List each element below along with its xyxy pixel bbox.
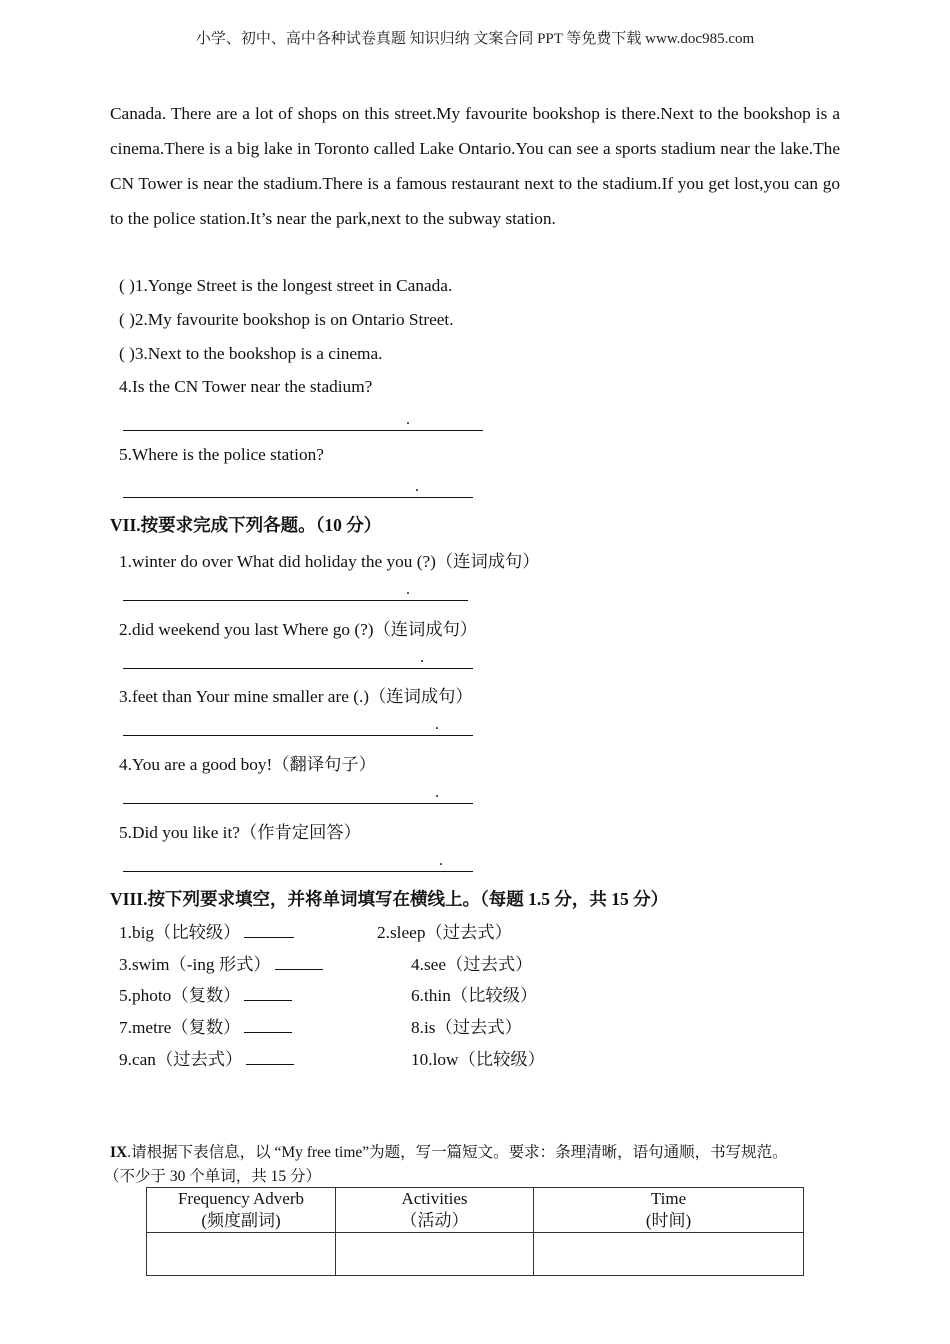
fill-blank[interactable] bbox=[244, 1018, 292, 1033]
table-header-row bbox=[147, 1188, 804, 1233]
section-7-item-1: 1.winter do over What did holiday the you (?)（连词成句） bbox=[119, 552, 540, 571]
section-8-item-4: 4.see（过去式） bbox=[411, 955, 533, 974]
answer-period: . bbox=[406, 411, 410, 428]
header-cn: (时间) bbox=[645, 1211, 692, 1230]
fill-blank[interactable] bbox=[275, 955, 323, 970]
section-8-item-9 bbox=[119, 1045, 294, 1070]
answer-bracket[interactable]: ( ) bbox=[119, 310, 135, 329]
section-7-item-3: 3.feet than Your mine smaller are (.)（连词成句） bbox=[119, 687, 473, 706]
table-cell[interactable] bbox=[147, 1233, 336, 1276]
section-8-item-1 bbox=[119, 918, 294, 943]
answer-line[interactable] bbox=[123, 668, 473, 669]
question-text: 2.My favourite bookshop is on Ontario Street. bbox=[134, 310, 454, 329]
section-8-item-7 bbox=[119, 1013, 292, 1038]
answer-period: . bbox=[435, 716, 439, 733]
question-text: 1.Yonge Street is the longest street in Canada. bbox=[134, 276, 453, 295]
header-en: Time bbox=[650, 1189, 687, 1208]
item-text: 1.big（比较级） bbox=[119, 923, 241, 942]
question-text: 3.Next to the bookshop is a cinema. bbox=[134, 344, 383, 363]
item-text: 3.swim（-ing 形式） bbox=[119, 955, 271, 974]
page-header: 小学、初中、高中各种试卷真题 知识归纳 文案合同 PPT 等免费下载 www.doc985.com bbox=[195, 31, 755, 47]
item-text: 9.can（过去式） bbox=[119, 1050, 243, 1069]
answer-line[interactable] bbox=[123, 497, 473, 498]
item-text: 5.photo（复数） bbox=[119, 986, 241, 1005]
qa-question-4: 4.Is the CN Tower near the stadium? bbox=[119, 377, 373, 396]
tf-question-3 bbox=[119, 344, 383, 364]
answer-line[interactable] bbox=[123, 803, 473, 804]
answer-bracket[interactable]: ( ) bbox=[119, 344, 135, 363]
table-header-cell bbox=[336, 1188, 534, 1233]
section-9-text: .请根据下表信息，以 “My free time”为题，写一篇短文。要求：条理清晰，语句通顺，书写规范。 bbox=[127, 1144, 788, 1161]
reading-passage: Canada. There are a lot of shops on this street.My favourite bookshop is there.Next to the bookshop is a cinema.There is a big lake in Toronto called Lake Ontario.You can see a sports stadium near the lake.The CN Tower is near the stadium.There is a famous restaurant next to the stadium.If you get lost,you can go to the police station.It’s near the park,next to the subway station. bbox=[110, 104, 840, 228]
answer-period: . bbox=[435, 784, 439, 801]
section-8-item-2: 2.sleep（过去式） bbox=[377, 923, 512, 942]
section-7-item-4: 4.You are a good boy!（翻译句子） bbox=[119, 755, 376, 774]
header-cn: (频度副词) bbox=[201, 1211, 281, 1230]
section-9-label: IX bbox=[110, 1144, 128, 1161]
header-en: Activities bbox=[401, 1189, 468, 1208]
table-cell[interactable] bbox=[336, 1233, 534, 1276]
qa-question-5: 5.Where is the police station? bbox=[119, 445, 324, 464]
answer-line[interactable] bbox=[123, 871, 473, 872]
section-8-item-6: 6.thin（比较级） bbox=[411, 986, 538, 1005]
item-text: 7.metre（复数） bbox=[119, 1018, 241, 1037]
section-8-title: VIII.按下列要求填空，并将单词填写在横线上。（每题 1.5 分，共 15 分） bbox=[110, 889, 669, 909]
section-7-item-2: 2.did weekend you last Where go (?)（连词成句） bbox=[119, 620, 478, 639]
section-8-item-5 bbox=[119, 981, 292, 1006]
table-header-cell bbox=[534, 1188, 804, 1233]
header-en: Frequency Adverb bbox=[177, 1189, 305, 1208]
table-cell[interactable] bbox=[534, 1233, 804, 1276]
section-7-title: VII.按要求完成下列各题。（10 分） bbox=[110, 515, 382, 535]
header-cn: （活动） bbox=[400, 1211, 469, 1230]
answer-line[interactable] bbox=[123, 600, 468, 601]
tf-question-2 bbox=[119, 310, 454, 330]
answer-line[interactable] bbox=[123, 430, 483, 431]
answer-line[interactable] bbox=[123, 735, 473, 736]
section-9-prompt bbox=[110, 1140, 788, 1162]
info-table bbox=[146, 1187, 804, 1276]
fill-blank[interactable] bbox=[246, 1050, 294, 1065]
answer-period: . bbox=[439, 852, 443, 869]
answer-period: . bbox=[406, 581, 410, 598]
section-9-requirement: （不少于 30 个单词，共 15 分） bbox=[104, 1168, 322, 1185]
tf-question-1 bbox=[119, 276, 452, 296]
section-7-item-5: 5.Did you like it?（作肯定回答） bbox=[119, 823, 361, 842]
table-header-cell bbox=[147, 1188, 336, 1233]
fill-blank[interactable] bbox=[244, 986, 292, 1001]
section-8-item-10: 10.low（比较级） bbox=[411, 1050, 545, 1069]
answer-period: . bbox=[415, 478, 419, 495]
section-8-item-3 bbox=[119, 950, 323, 975]
fill-blank[interactable] bbox=[244, 923, 294, 938]
section-8-item-8: 8.is（过去式） bbox=[411, 1018, 522, 1037]
table-row bbox=[147, 1233, 804, 1276]
answer-period: . bbox=[420, 649, 424, 666]
answer-bracket[interactable]: ( ) bbox=[119, 276, 135, 295]
